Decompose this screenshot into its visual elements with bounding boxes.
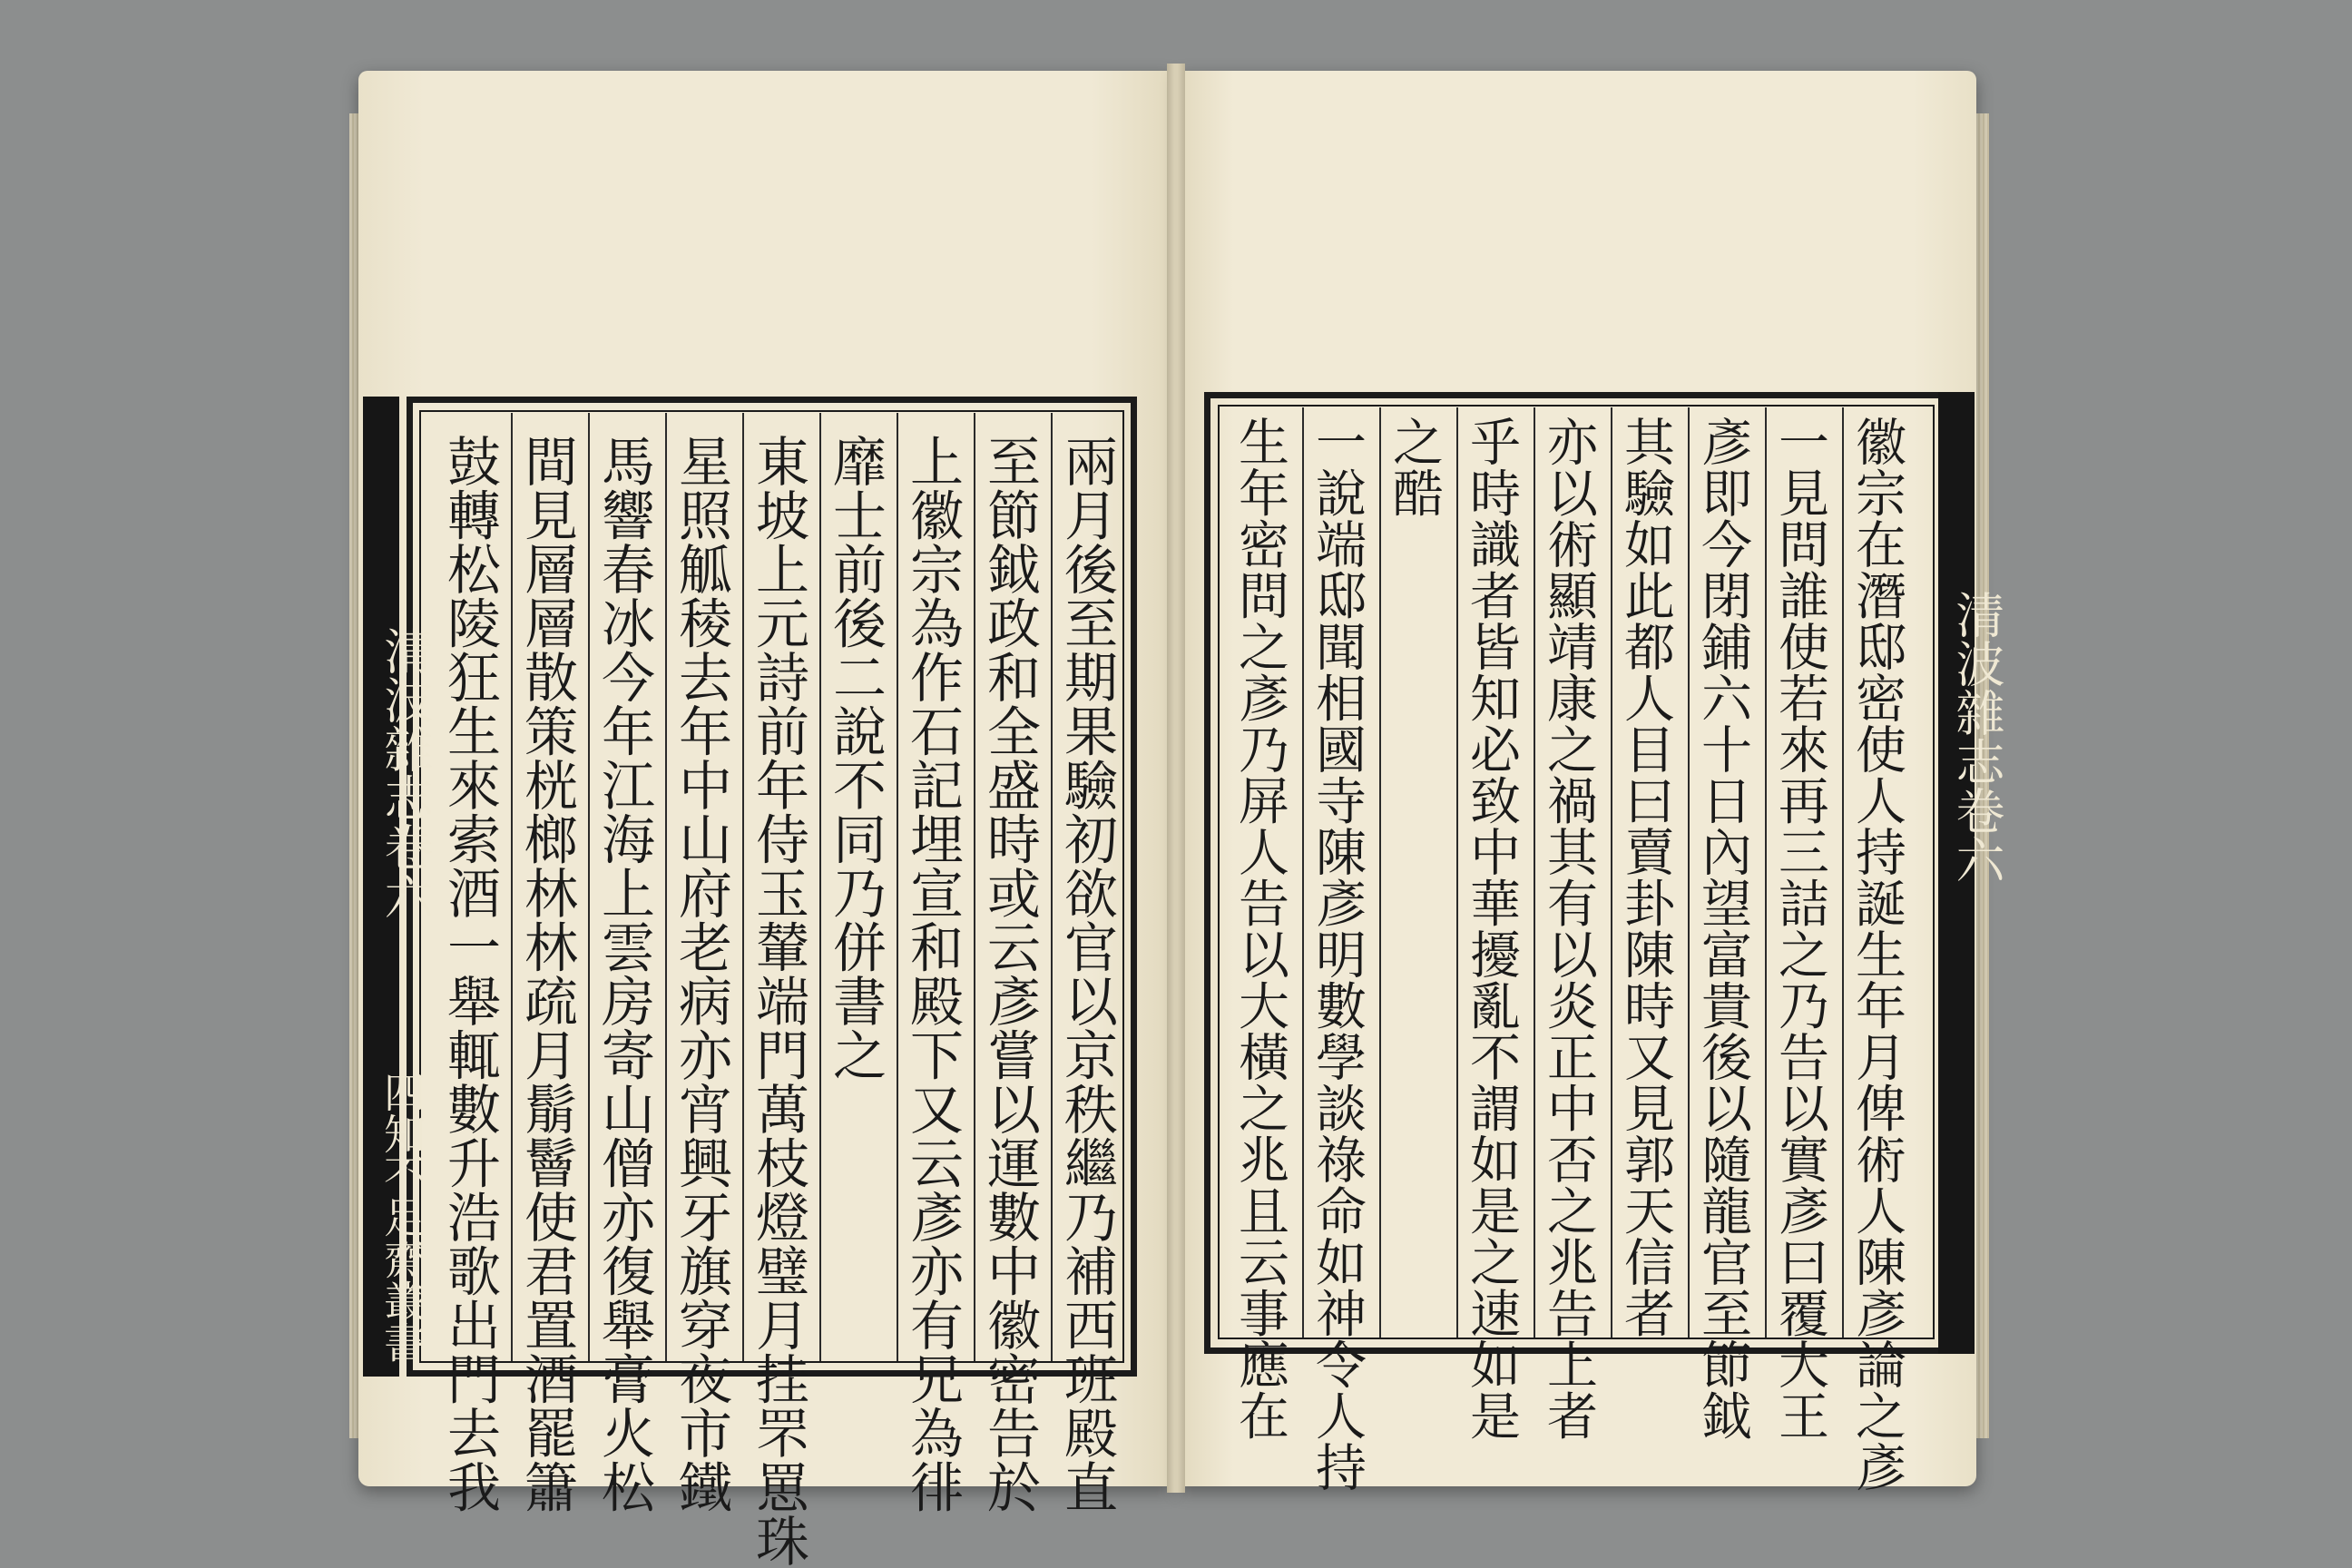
- column-rule: [1534, 407, 1535, 1338]
- column-rule: [742, 413, 744, 1361]
- left-text-column: 至節鉞政和全盛時或云彥嘗以運數中徽密告於: [978, 434, 1041, 1514]
- right-text-column: 亦以術顯靖康之禍其有以炎正中否之兆告上者: [1539, 416, 1598, 1441]
- right-text-column: 一見問誰使若來再三詰之乃告以實彥曰覆大王: [1770, 416, 1829, 1441]
- book-gutter: [1167, 64, 1185, 1493]
- column-rule: [1456, 407, 1458, 1338]
- left-margin-title: 清波雜志卷六: [377, 626, 434, 920]
- right-text-column: 之酷: [1385, 416, 1444, 518]
- left-text-column: 靡士前後二說不同乃併書之: [824, 434, 887, 1082]
- column-rule: [665, 413, 667, 1361]
- left-margin-foot: 四知不足齋叢書: [377, 1071, 426, 1363]
- right-text-column: 彥即今閉鋪六十日內望富貴後以隨龍官至節鉞: [1693, 416, 1752, 1441]
- column-rule: [1051, 413, 1053, 1361]
- column-rule: [1688, 407, 1690, 1338]
- right-margin-title: 清波雜志卷六: [1948, 590, 2005, 884]
- column-rule: [588, 413, 590, 1361]
- column-rule: [819, 413, 821, 1361]
- column-rule: [1379, 407, 1381, 1338]
- left-text-column: 東坡上元詩前年侍玉輦端門萬枝燈璧月挂罘罳珠: [747, 434, 809, 1568]
- column-rule: [897, 413, 898, 1361]
- right-text-column: 一說端邸聞相國寺陳彥明數學談祿命如神令人持: [1308, 416, 1367, 1493]
- right-text-column: 乎時識者皆知必致中華擾亂不謂如是之速如是: [1462, 416, 1521, 1441]
- left-text-column: 馬響春冰今年江海上雲房寄山僧亦復舉膏火松: [593, 434, 655, 1514]
- right-text-column: 其驗如此都人目曰賣卦陳時又見郭天信者: [1616, 416, 1675, 1338]
- column-rule: [1765, 407, 1767, 1338]
- left-text-column: 星照觚稜去年中山府老病亦宵興牙旗穿夜市鐵: [670, 434, 732, 1514]
- column-rule: [974, 413, 975, 1361]
- right-text-column: 徽宗在潛邸密使人持誕生年月俾術人陳彥論之彥: [1847, 416, 1906, 1493]
- column-rule: [1611, 407, 1612, 1338]
- column-rule: [1842, 407, 1844, 1338]
- column-rule: [1302, 407, 1304, 1338]
- left-text-column: 兩月後至期果驗初欲官以京秩繼乃補西班殿直: [1055, 434, 1118, 1514]
- left-text-column: 上徽宗為作石記埋宣和殿下又云彥亦有兄為徘: [901, 434, 964, 1514]
- column-rule: [511, 413, 513, 1361]
- left-text-column: 間見層層散策桄榔林林疏月鬅鬙使君置酒罷簫: [515, 434, 578, 1514]
- left-text-column: 鼓轉松陵狂生來索酒一舉輒數升浩歌出門去我: [438, 434, 501, 1514]
- right-text-column: 生年密問之彥乃屏人告以大橫之兆且云事應在: [1230, 416, 1289, 1441]
